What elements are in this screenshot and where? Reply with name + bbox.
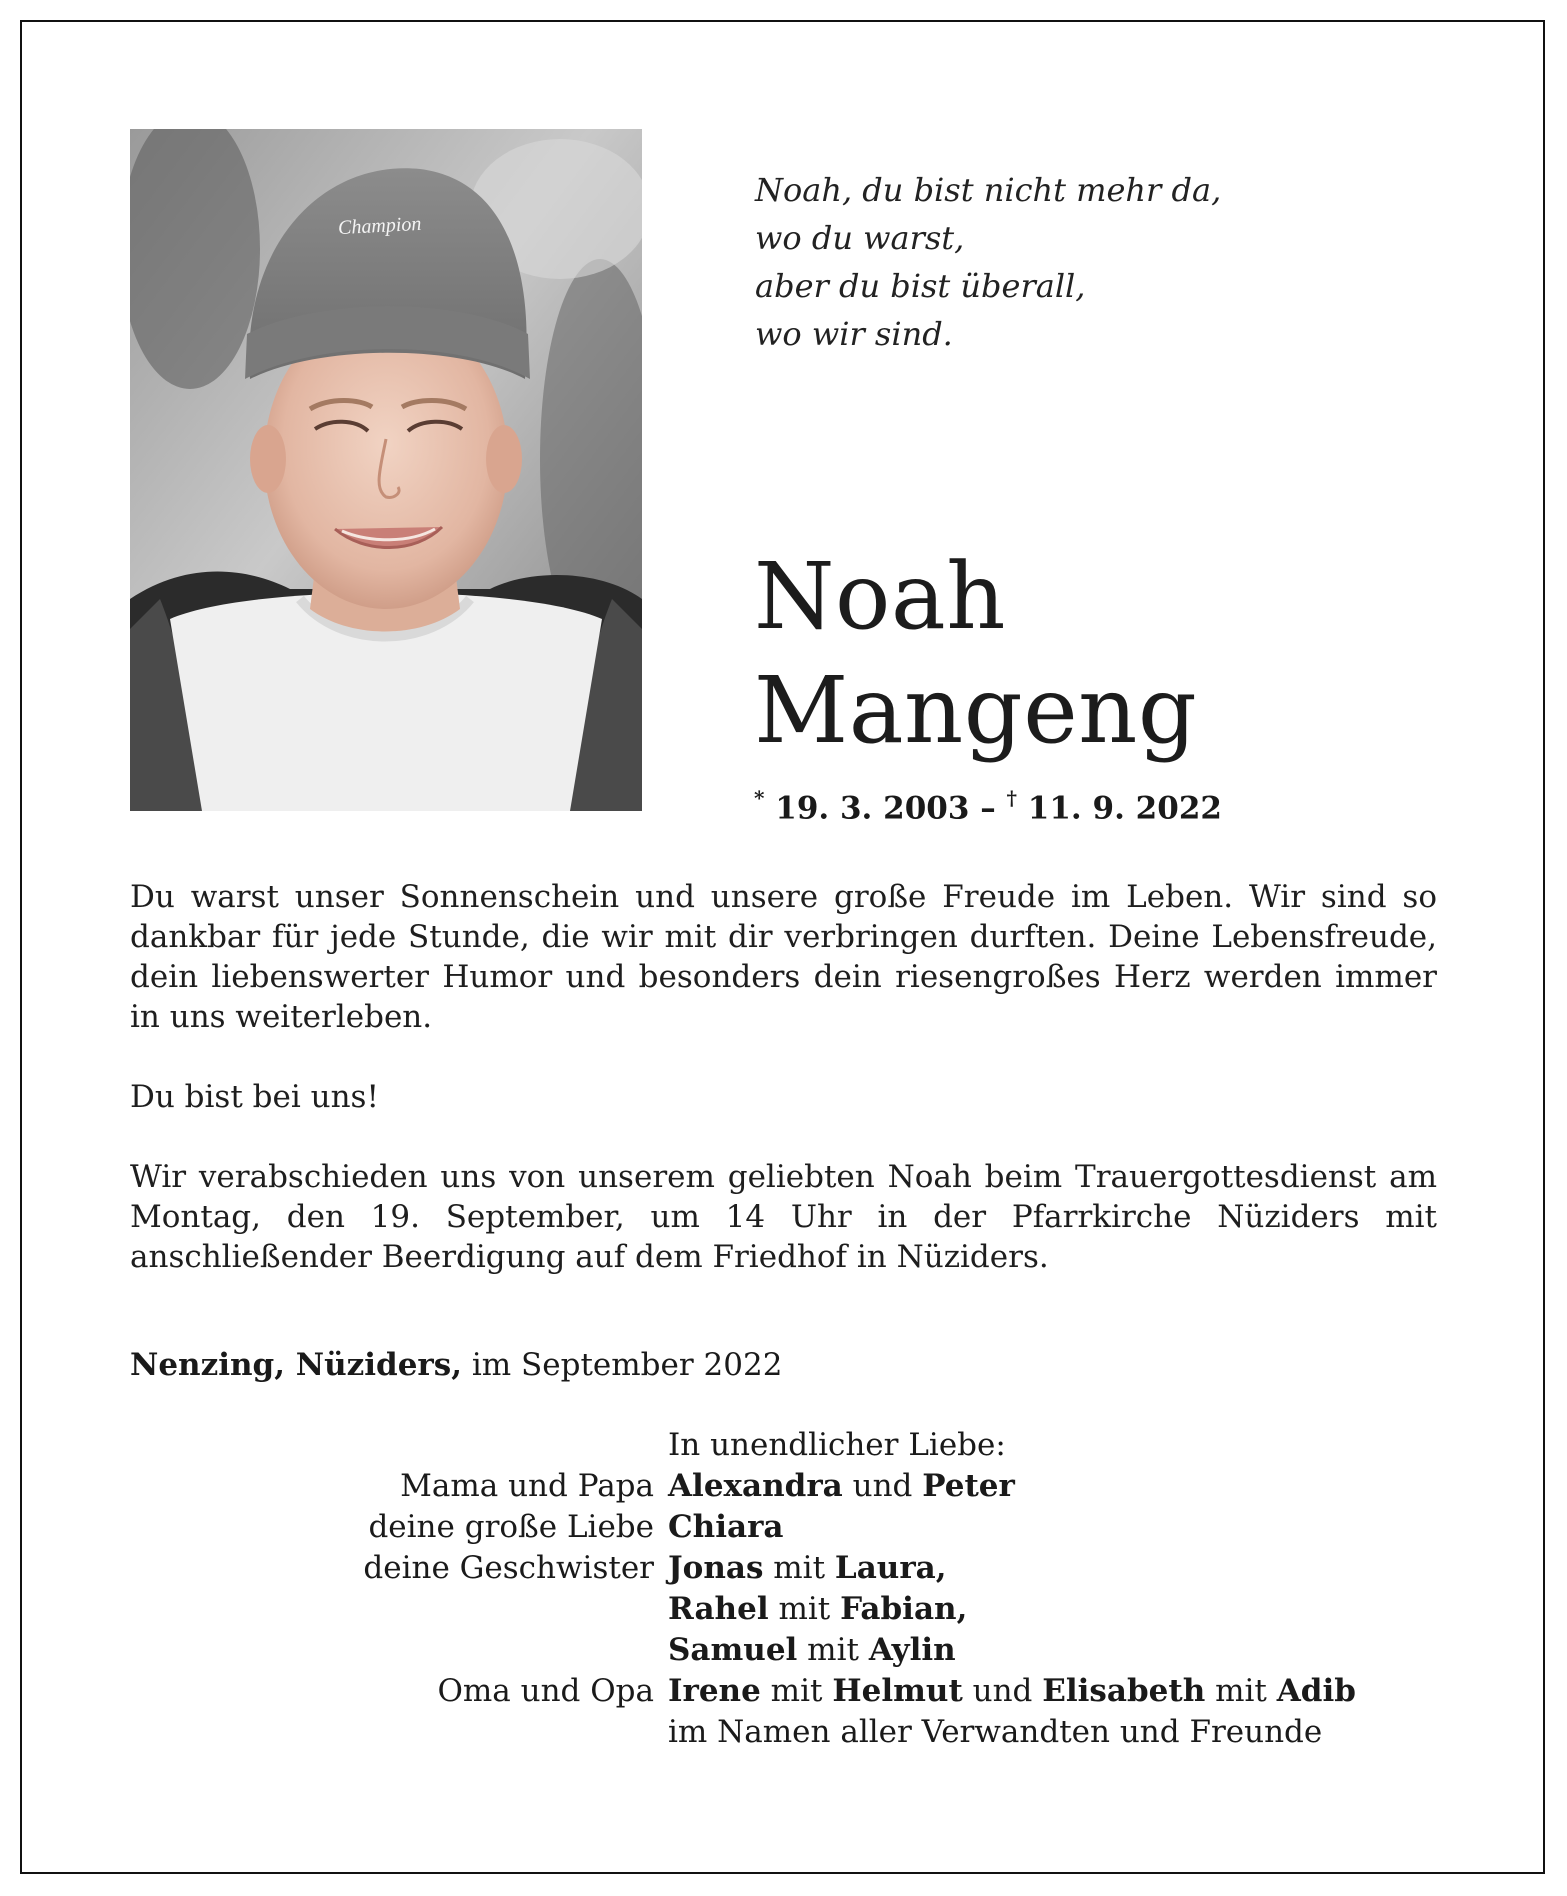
funeral-announcement: Wir verabschieden uns von unserem geliebten Noah beim Trauergottesdienst am Montag, den 19. September, um 14 Uhr in der Pfarrkirche Nüziders mit anschließender Beerdigung auf dem Friedhof in Nüziders. — [130, 1159, 1437, 1275]
family-row — [130, 1548, 1437, 1589]
obituary-text — [130, 877, 1437, 1277]
date-separator: – — [969, 790, 1007, 827]
conjunction: und — [842, 1468, 923, 1504]
conjunction: mit — [760, 1673, 833, 1709]
relation-label: Oma und Opa — [437, 1673, 654, 1709]
poem-line: wo wir sind. — [755, 315, 953, 353]
family-row — [130, 1589, 1437, 1630]
last-name: Mangeng — [754, 657, 1198, 764]
death-date: 11. 9. 2022 — [1027, 790, 1222, 827]
family-row — [130, 1425, 1437, 1466]
family-member: Rahel — [668, 1591, 769, 1627]
conjunction: mit — [768, 1591, 841, 1627]
first-name: Noah — [754, 543, 1006, 650]
relation-label: deine Geschwister — [363, 1550, 654, 1586]
family-member: Irene — [668, 1673, 761, 1709]
family-member: Samuel — [668, 1632, 798, 1668]
family-intro: In unendlicher Liebe: — [668, 1427, 1006, 1463]
family-member: Elisabeth — [1042, 1673, 1206, 1709]
family-row — [130, 1507, 1437, 1548]
birth-date: 19. 3. 2003 — [775, 790, 970, 827]
obituary-paragraph: Du bist bei uns! — [130, 1079, 379, 1115]
conjunction: und — [962, 1673, 1043, 1709]
relation-label: Mama und Papa — [400, 1468, 654, 1504]
family-row — [130, 1630, 1437, 1671]
memorial-poem — [755, 166, 1395, 358]
family-row — [130, 1466, 1437, 1507]
place-and-date — [130, 1345, 782, 1385]
family-member: Fabian, — [840, 1591, 968, 1627]
life-dates — [754, 780, 1222, 828]
poem-line: aber du bist überall, — [755, 267, 1086, 305]
family-member: Adib — [1276, 1673, 1356, 1709]
family-closing: im Namen aller Verwandten und Freunde — [668, 1714, 1323, 1750]
portrait-image — [130, 129, 642, 811]
month-year: im September 2022 — [462, 1347, 783, 1383]
family-member: Alexandra — [668, 1468, 843, 1504]
portrait-photo — [130, 129, 642, 811]
towns: Nenzing, Nüziders, — [130, 1347, 463, 1383]
family-member: Aylin — [868, 1632, 956, 1668]
obituary-paragraph: Du warst unser Sonnenschein und unsere große Freude im Leben. Wir sind so dankbar für jede Stunde, die wir mit dir verbringen durften. Deine Lebensfreude, dein liebenswerter Humor und besonders dein riesengroßes Herz werden immer in uns weiterleben. — [130, 879, 1437, 1035]
family-member: Jonas — [668, 1550, 764, 1586]
conjunction: mit — [763, 1550, 835, 1586]
family-member: Laura, — [834, 1550, 947, 1586]
poem-line: Noah, du bist nicht mehr da, — [755, 171, 1222, 209]
family-row — [130, 1671, 1437, 1712]
family-member: Peter — [922, 1468, 1015, 1504]
conjunction: mit — [797, 1632, 869, 1668]
family-row — [130, 1712, 1437, 1753]
beanie-logo-text: Champion — [337, 212, 422, 240]
family-signatures — [130, 1425, 1437, 1753]
poem-line: wo du warst, — [755, 219, 965, 257]
death-symbol: † — [1006, 786, 1017, 810]
conjunction: mit — [1205, 1673, 1277, 1709]
family-member: Helmut — [832, 1673, 963, 1709]
deceased-name — [754, 540, 1454, 768]
birth-symbol: * — [754, 786, 765, 810]
family-member: Chiara — [668, 1509, 784, 1545]
relation-label: deine große Liebe — [368, 1509, 654, 1545]
